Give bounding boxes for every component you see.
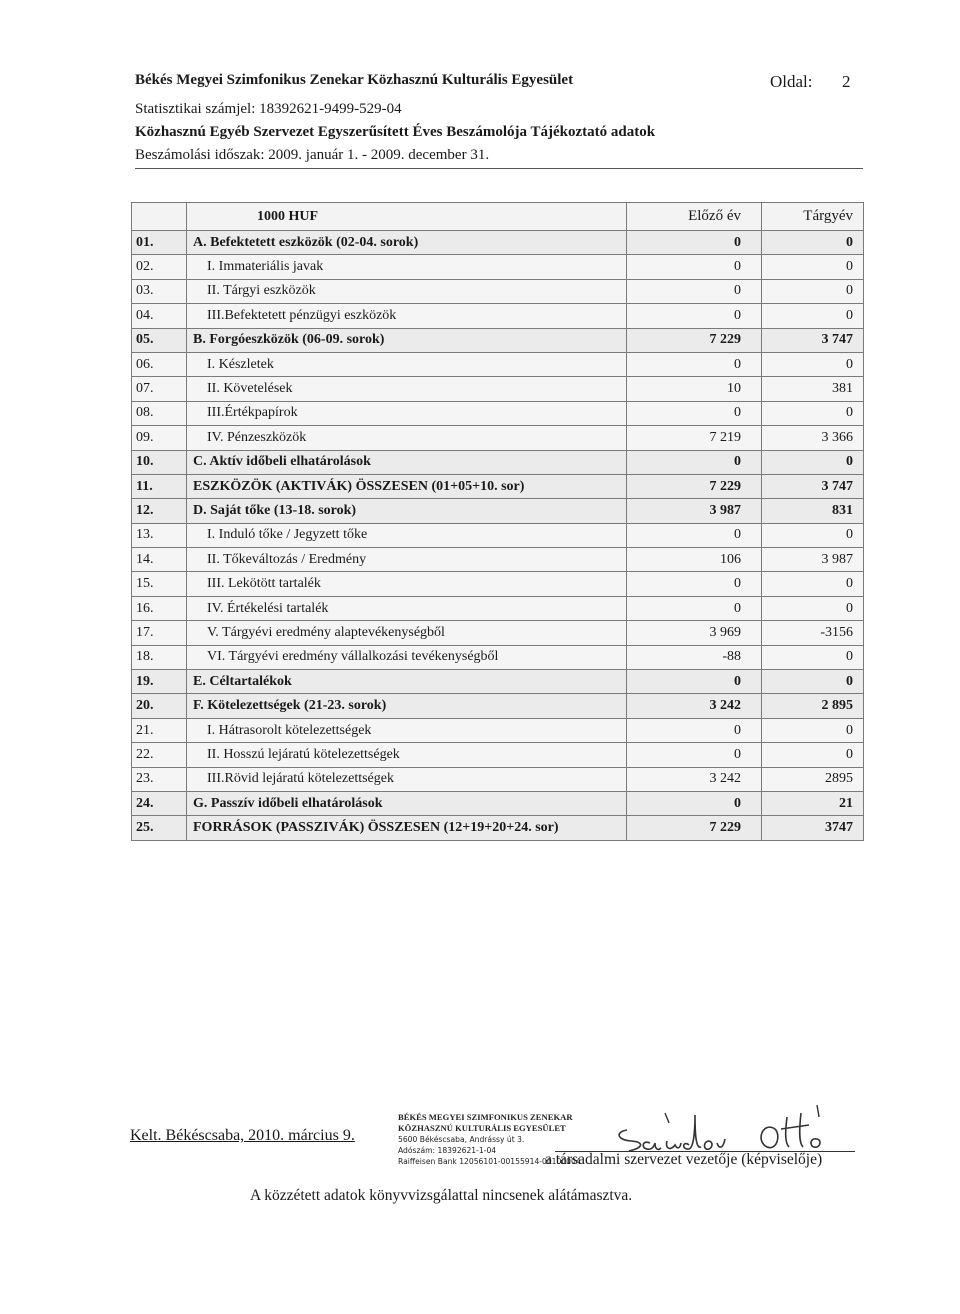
current-year-value: 0 [762, 304, 864, 328]
row-label: VI. Tárgyévi eredmény vállalkozási tevékenységből [187, 645, 627, 669]
row-code: 16. [132, 596, 187, 620]
previous-year-value: 106 [627, 548, 762, 572]
table-row [132, 231, 864, 255]
current-year-value: 0 [762, 743, 864, 767]
unit-header: 1000 HUF [187, 203, 627, 231]
table-row [132, 572, 864, 596]
current-year-value: 3747 [762, 816, 864, 840]
previous-year-value: 0 [627, 231, 762, 255]
row-code: 17. [132, 621, 187, 645]
row-code: 06. [132, 352, 187, 376]
row-code: 24. [132, 791, 187, 815]
previous-year-value: 0 [627, 352, 762, 376]
current-year-value: 0 [762, 523, 864, 547]
row-label: G. Passzív időbeli elhatárolások [187, 791, 627, 815]
row-code: 02. [132, 255, 187, 279]
signer-role-caption: a társadalmi szervezet vezetője (képviselője) [545, 1151, 823, 1168]
table-row [132, 596, 864, 620]
previous-year-value: 10 [627, 377, 762, 401]
previous-year-value: 7 229 [627, 816, 762, 840]
table-row [132, 279, 864, 303]
row-label: A. Befektetett eszközök (02-04. sorok) [187, 231, 627, 255]
current-year-value: 381 [762, 377, 864, 401]
row-code: 04. [132, 304, 187, 328]
row-code: 07. [132, 377, 187, 401]
table-row [132, 718, 864, 742]
row-label: FORRÁSOK (PASSZIVÁK) ÖSSZESEN (12+19+20+24. sor) [187, 816, 627, 840]
current-year-value: 21 [762, 791, 864, 815]
previous-year-value: 0 [627, 572, 762, 596]
row-code: 09. [132, 426, 187, 450]
table-row [132, 743, 864, 767]
previous-year-value: 0 [627, 791, 762, 815]
table-row [132, 450, 864, 474]
row-label: IV. Értékelési tartalék [187, 596, 627, 620]
statistical-code: Statisztikai számjel: 18392621-9499-529-04 [135, 101, 402, 117]
previous-year-value: 0 [627, 401, 762, 425]
previous-year-value: 0 [627, 255, 762, 279]
header-divider [135, 168, 863, 169]
table-row [132, 474, 864, 498]
previous-year-value: 3 987 [627, 499, 762, 523]
previous-year-value: 0 [627, 279, 762, 303]
row-code: 13. [132, 523, 187, 547]
row-code: 01. [132, 231, 187, 255]
current-year-value: -3156 [762, 621, 864, 645]
header-code-cell [132, 203, 187, 231]
current-year-header: Tárgyév [762, 203, 864, 231]
current-year-value: 2 895 [762, 694, 864, 718]
current-year-value: 0 [762, 279, 864, 303]
row-label: II. Tárgyi eszközök [187, 279, 627, 303]
page-label: Oldal: [770, 72, 813, 91]
previous-year-value: 0 [627, 450, 762, 474]
previous-year-value: 0 [627, 596, 762, 620]
table-row [132, 426, 864, 450]
stamp-line: KÖZHASZNÚ KULTURÁLIS EGYESÜLET [398, 1123, 566, 1133]
current-year-value: 0 [762, 596, 864, 620]
row-label: II. Tőkeváltozás / Eredmény [187, 548, 627, 572]
previous-year-value: 7 229 [627, 328, 762, 352]
organization-name: Békés Megyei Szimfonikus Zenekar Közhasznú Kulturális Egyesület [135, 72, 574, 88]
row-code: 14. [132, 548, 187, 572]
row-label: D. Saját tőke (13-18. sorok) [187, 499, 627, 523]
table-row [132, 791, 864, 815]
table-row [132, 304, 864, 328]
previous-year-value: 0 [627, 743, 762, 767]
table-row [132, 767, 864, 791]
row-code: 21. [132, 718, 187, 742]
table-row [132, 352, 864, 376]
previous-year-value: 7 219 [627, 426, 762, 450]
current-year-value: 0 [762, 352, 864, 376]
row-label: IV. Pénzeszközök [187, 426, 627, 450]
row-code: 23. [132, 767, 187, 791]
current-year-value: 0 [762, 670, 864, 694]
previous-year-value: 3 969 [627, 621, 762, 645]
table-row [132, 499, 864, 523]
row-label: E. Céltartalékok [187, 670, 627, 694]
current-year-value: 3 987 [762, 548, 864, 572]
row-code: 11. [132, 474, 187, 498]
current-year-value: 2895 [762, 767, 864, 791]
row-code: 18. [132, 645, 187, 669]
row-label: I. Induló tőke / Jegyzett tőke [187, 523, 627, 547]
page-number: 2 [842, 72, 851, 91]
table-row [132, 694, 864, 718]
previous-year-value: 7 229 [627, 474, 762, 498]
table-row [132, 548, 864, 572]
row-label: II. Követelések [187, 377, 627, 401]
current-year-value: 0 [762, 231, 864, 255]
table-row [132, 645, 864, 669]
table-header-row [132, 203, 864, 231]
table-row [132, 401, 864, 425]
row-code: 20. [132, 694, 187, 718]
row-label: ESZKÖZÖK (AKTIVÁK) ÖSSZESEN (01+05+10. sor) [187, 474, 627, 498]
row-label: V. Tárgyévi eredmény alaptevékenységből [187, 621, 627, 645]
stamp-line: Raiffeisen Bank 12056101-00155914-00100004 [398, 1157, 581, 1166]
row-label: III. Lekötött tartalék [187, 572, 627, 596]
table-row [132, 621, 864, 645]
table-row [132, 523, 864, 547]
row-code: 12. [132, 499, 187, 523]
table-row [132, 255, 864, 279]
table-row [132, 377, 864, 401]
row-code: 10. [132, 450, 187, 474]
row-label: II. Hosszú lejáratú kötelezettségek [187, 743, 627, 767]
previous-year-value: -88 [627, 645, 762, 669]
reporting-period: Beszámolási időszak: 2009. január 1. - 2009. december 31. [135, 147, 490, 163]
current-year-value: 0 [762, 718, 864, 742]
table-row [132, 670, 864, 694]
row-code: 19. [132, 670, 187, 694]
row-label: I. Készletek [187, 352, 627, 376]
row-label: III.Rövid lejáratú kötelezettségek [187, 767, 627, 791]
current-year-value: 0 [762, 645, 864, 669]
previous-year-value: 0 [627, 523, 762, 547]
table-row [132, 328, 864, 352]
row-code: 25. [132, 816, 187, 840]
row-code: 08. [132, 401, 187, 425]
row-label: I. Immateriális javak [187, 255, 627, 279]
row-label: F. Kötelezettségek (21-23. sorok) [187, 694, 627, 718]
row-label: III.Befektetett pénzügyi eszközök [187, 304, 627, 328]
previous-year-value: 0 [627, 718, 762, 742]
current-year-value: 0 [762, 572, 864, 596]
previous-year-value: 3 242 [627, 694, 762, 718]
row-label: I. Hátrasorolt kötelezettségek [187, 718, 627, 742]
balance-sheet-table [131, 202, 864, 841]
row-code: 05. [132, 328, 187, 352]
handwritten-signature [605, 1095, 855, 1157]
report-title: Közhasznú Egyéb Szervezet Egyszerűsített Éves Beszámolója Tájékoztató adatok [135, 124, 656, 140]
place-and-date: Kelt. Békéscsaba, 2010. március 9. [130, 1127, 355, 1144]
row-code: 15. [132, 572, 187, 596]
previous-year-value: 3 242 [627, 767, 762, 791]
current-year-value: 831 [762, 499, 864, 523]
row-label: B. Forgóeszközök (06-09. sorok) [187, 328, 627, 352]
stamp-line: BÉKÉS MEGYEI SZIMFONIKUS ZENEKAR [398, 1112, 573, 1122]
stamp-line: Adószám: 18392621-1-04 [398, 1146, 497, 1155]
current-year-value: 3 366 [762, 426, 864, 450]
audit-footnote: A közzétett adatok könyvvizsgálattal nincsenek alátámasztva. [250, 1187, 633, 1204]
row-label: III.Értékpapírok [187, 401, 627, 425]
row-label: C. Aktív időbeli elhatárolások [187, 450, 627, 474]
table-row [132, 816, 864, 840]
current-year-value: 3 747 [762, 474, 864, 498]
previous-year-value: 0 [627, 304, 762, 328]
current-year-value: 0 [762, 450, 864, 474]
previous-year-value: 0 [627, 670, 762, 694]
current-year-value: 0 [762, 255, 864, 279]
row-code: 03. [132, 279, 187, 303]
stamp-line: 5600 Békéscsaba, Andrássy út 3. [398, 1135, 525, 1144]
previous-year-header: Előző év [627, 203, 762, 231]
current-year-value: 0 [762, 401, 864, 425]
row-code: 22. [132, 743, 187, 767]
current-year-value: 3 747 [762, 328, 864, 352]
